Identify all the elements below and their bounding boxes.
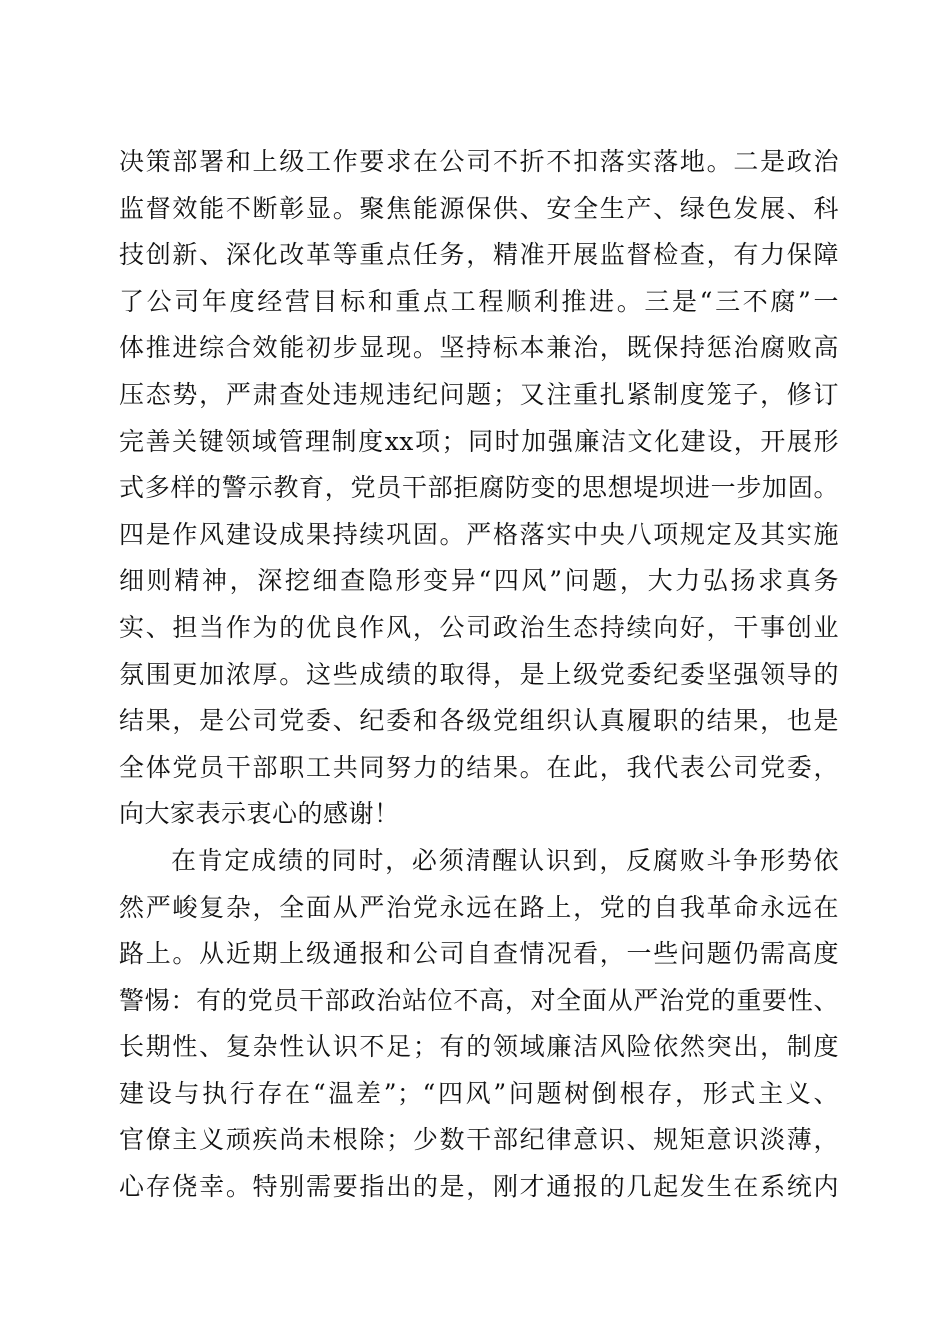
text-line: 监督效能不断彰显。聚焦能源保供、安全生产、绿色发展、科	[119, 193, 839, 223]
text-line: 式多样的警示教育，党员干部拒腐防变的思想堤坝进一步加固。	[119, 473, 839, 503]
text-line: 压态势，严肃查处违规违纪问题；又注重扎紧制度笼子，修订	[119, 379, 839, 409]
text-line: 路上。从近期上级通报和公司自查情况看，一些问题仍需高度	[119, 939, 839, 969]
text-line: 技创新、深化改革等重点任务，精准开展监督检查，有力保障	[119, 240, 839, 270]
text-line: 决策部署和上级工作要求在公司不折不扣落实落地。二是政治	[119, 147, 839, 176]
text-line: 心存侥幸。特别需要指出的是，刚才通报的几起发生在系统内	[119, 1172, 839, 1202]
text-line: 警惕：有的党员干部政治站位不高，对全面从严治党的重要性、	[119, 985, 839, 1015]
document-body	[119, 139, 839, 1211]
paragraph-first-line: 在肯定成绩的同时，必须清醒认识到，反腐败斗争形势依	[171, 845, 839, 875]
text-line: 建设与执行存在“温差”；“四风”问题树倒根存，形式主义、	[119, 1078, 839, 1108]
text-line: 体推进综合效能初步显现。坚持标本兼治，既保持惩治腐败高	[119, 333, 839, 363]
text-line: 氛围更加浓厚。这些成绩的取得，是上级党委纪委坚强领导的	[119, 659, 839, 689]
text-line: 结果，是公司党委、纪委和各级党组织认真履职的结果，也是	[119, 706, 839, 736]
text-line: 完善关键领域管理制度xx项；同时加强廉洁文化建设，开展形	[119, 426, 839, 456]
text-line: 全体党员干部职工共同努力的结果。在此，我代表公司党委，	[119, 752, 839, 782]
text-line: 了公司年度经营目标和重点工程顺利推进。三是“三不腐”一	[119, 286, 839, 316]
text-line: 向大家表示衷心的感谢！	[119, 799, 400, 829]
text-line: 然严峻复杂，全面从严治党永远在路上，党的自我革命永远在	[119, 892, 839, 922]
text-line: 长期性、复杂性认识不足；有的领域廉洁风险依然突出，制度	[119, 1032, 839, 1062]
text-line: 官僚主义顽疾尚未根除；少数干部纪律意识、规矩意识淡薄，	[119, 1125, 839, 1155]
text-line: 细则精神，深挖细查隐形变异“四风”问题，大力弘扬求真务	[119, 566, 839, 596]
text-line: 四是作风建设成果持续巩固。严格落实中央八项规定及其实施	[119, 519, 839, 549]
text-line: 实、担当作为的优良作风，公司政治生态持续向好，干事创业	[119, 612, 839, 642]
